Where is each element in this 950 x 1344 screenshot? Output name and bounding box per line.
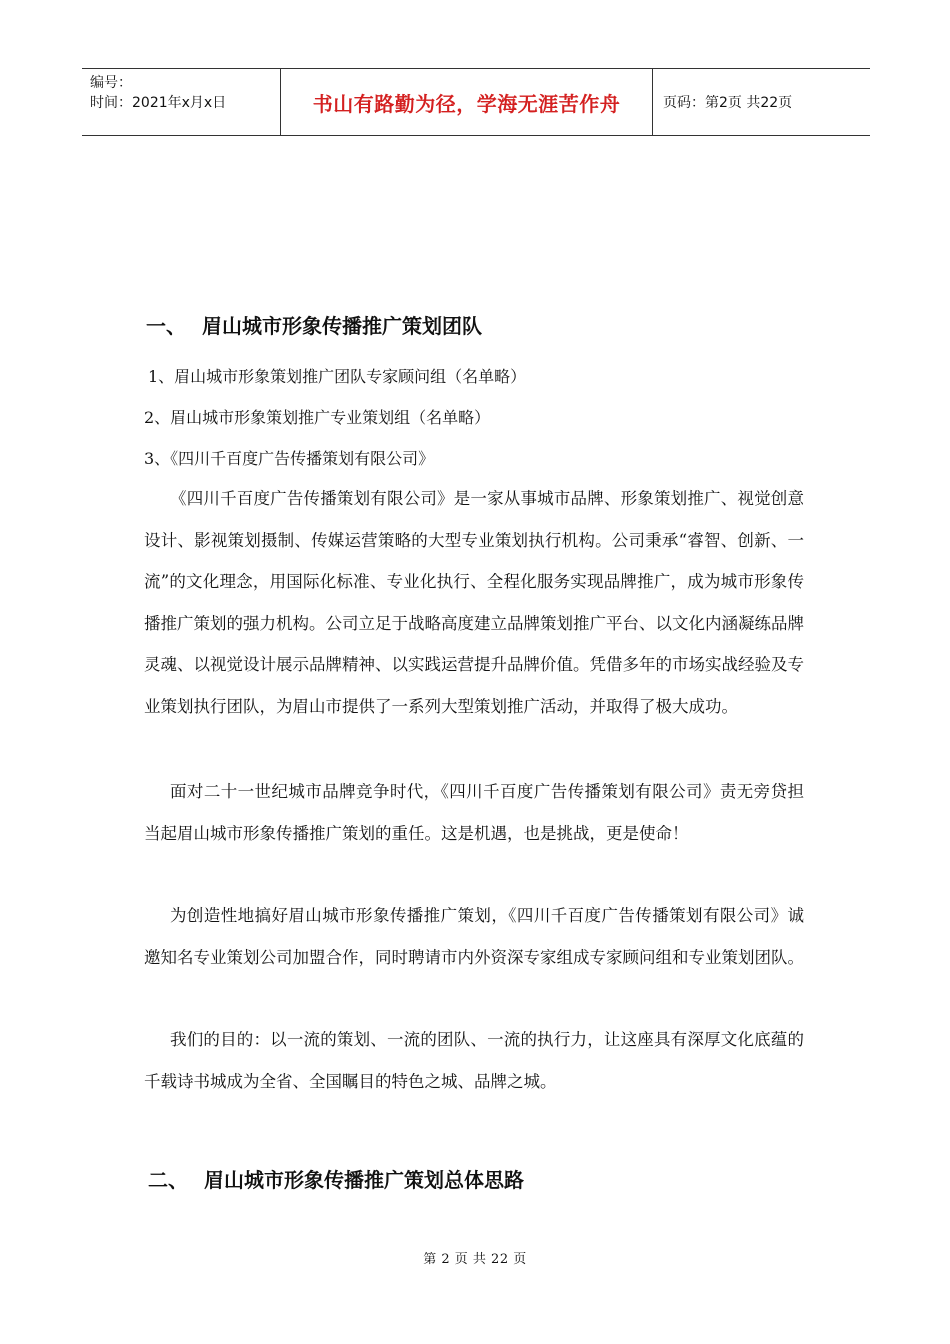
header-page-info: 页码：第2页 共22页 <box>663 95 793 111</box>
section-number: 二、 <box>148 1168 188 1192</box>
section-number: 一、 <box>146 314 186 338</box>
header-meta-cell <box>82 69 281 135</box>
header-motto: 书山有路勤为径，学海无涯苦作舟 <box>281 69 653 135</box>
section-title: 眉山城市形象传播推广策划团队 <box>202 314 482 338</box>
date-line: 时间：2021年x月x日 <box>90 95 227 111</box>
list-item: 3、《四川千百度广告传播策划有限公司》 <box>144 449 435 468</box>
section-title: 眉山城市形象传播推广策划总体思路 <box>204 1168 524 1192</box>
body-paragraph: 面对二十一世纪城市品牌竞争时代，《四川千百度广告传播策划有限公司》责无旁贷担当起眉山城市形象传播推广策划的重任。这是机遇，也是挑战，更是使命！ <box>144 782 804 843</box>
list-item: 1、眉山城市形象策划推广团队专家顾问组（名单略） <box>148 367 527 386</box>
list-item: 2、眉山城市形象策划推广专业策划组（名单略） <box>144 408 491 427</box>
section-heading-1 <box>146 310 482 339</box>
body-paragraph: 为创造性地搞好眉山城市形象传播推广策划，《四川千百度广告传播策划有限公司》诚邀知名专业策划公司加盟合作，同时聘请市内外资深专家组成专家顾问组和专业策划团队。 <box>144 906 804 967</box>
document-header <box>82 68 870 136</box>
number-label: 编号： <box>90 75 132 91</box>
section-heading-2 <box>148 1164 524 1193</box>
page-footer: 第 2 页 共 22 页 <box>423 1252 527 1267</box>
body-paragraph: 《四川千百度广告传播策划有限公司》是一家从事城市品牌、形象策划推广、视觉创意设计、影视策划摄制、传媒运营策略的大型专业策划执行机构。公司秉承“睿智、创新、一流”的文化理念，用国际化标准、专业化执行、全程化服务实现品牌推广，成为城市形象传播推广策划的强力机构。公司立足于战略高度建立品牌策划推广平台、以文化内涵凝练品牌灵魂、以视觉设计展示品牌精神、以实践运营提升品牌价值。凭借多年的市场实战经验及专业策划执行团队，为眉山市提供了一系列大型策划推广活动，并取得了极大成功。 <box>144 489 804 716</box>
body-paragraph: 我们的目的：以一流的策划、一流的团队、一流的执行力，让这座具有深厚文化底蕴的千载诗书城成为全省、全国瞩目的特色之城、品牌之城。 <box>144 1030 804 1091</box>
